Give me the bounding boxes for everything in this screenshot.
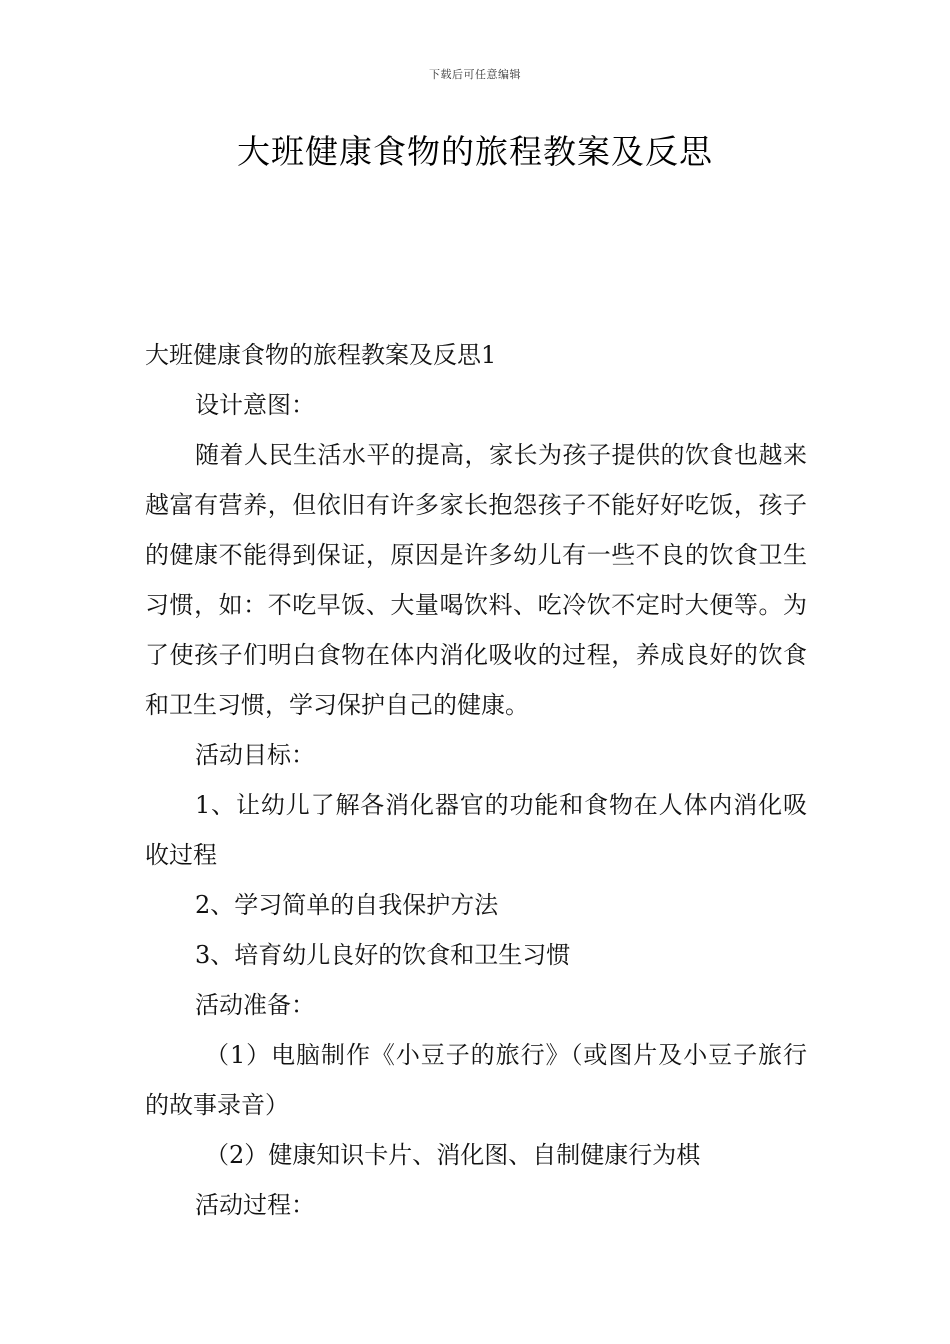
document-body [145,330,807,1230]
paragraph-goal-2: 2、学习简单的自我保护方法 [195,891,499,919]
paragraph-preparation-1: （1）电脑制作《小豆子的旅行》（或图片及小豆子旅行的故事录音） [145,1041,807,1119]
paragraph-goal-1: 1、让幼儿了解各消化器官的功能和食物在人体内消化吸收过程 [145,791,807,869]
paragraph-preparation-heading: 活动准备： [195,991,315,1019]
paragraph-goal-3: 3、培育幼儿良好的饮食和卫生习惯 [195,941,571,969]
section-heading: 大班健康食物的旅程教案及反思1 [145,341,497,369]
paragraph-design-intent-body: 随着人民生活水平的提高，家长为孩子提供的饮食也越来越富有营养，但依旧有许多家长抱怨孩子不能好好吃饭，孩子的健康不能得到保证，原因是许多幼儿有一些不良的饮食卫生习惯，如：不吃早饭、大量喝饮料、吃冷饮不定时大便等。为了使孩子们明白食物在体内消化吸收的过程，养成良好的饮食和卫生习惯，学习保护自己的健康。 [145,441,807,719]
document-title: 大班健康食物的旅程教案及反思 [237,132,713,171]
paragraph-preparation-2: （2）健康知识卡片、消化图、自制健康行为棋 [205,1141,701,1169]
header-note: 下载后可任意编辑 [429,68,521,81]
paragraph-goals-heading: 活动目标： [195,741,315,769]
paragraph-design-intent-heading: 设计意图： [195,391,315,419]
paragraph-process-heading: 活动过程： [195,1191,315,1219]
